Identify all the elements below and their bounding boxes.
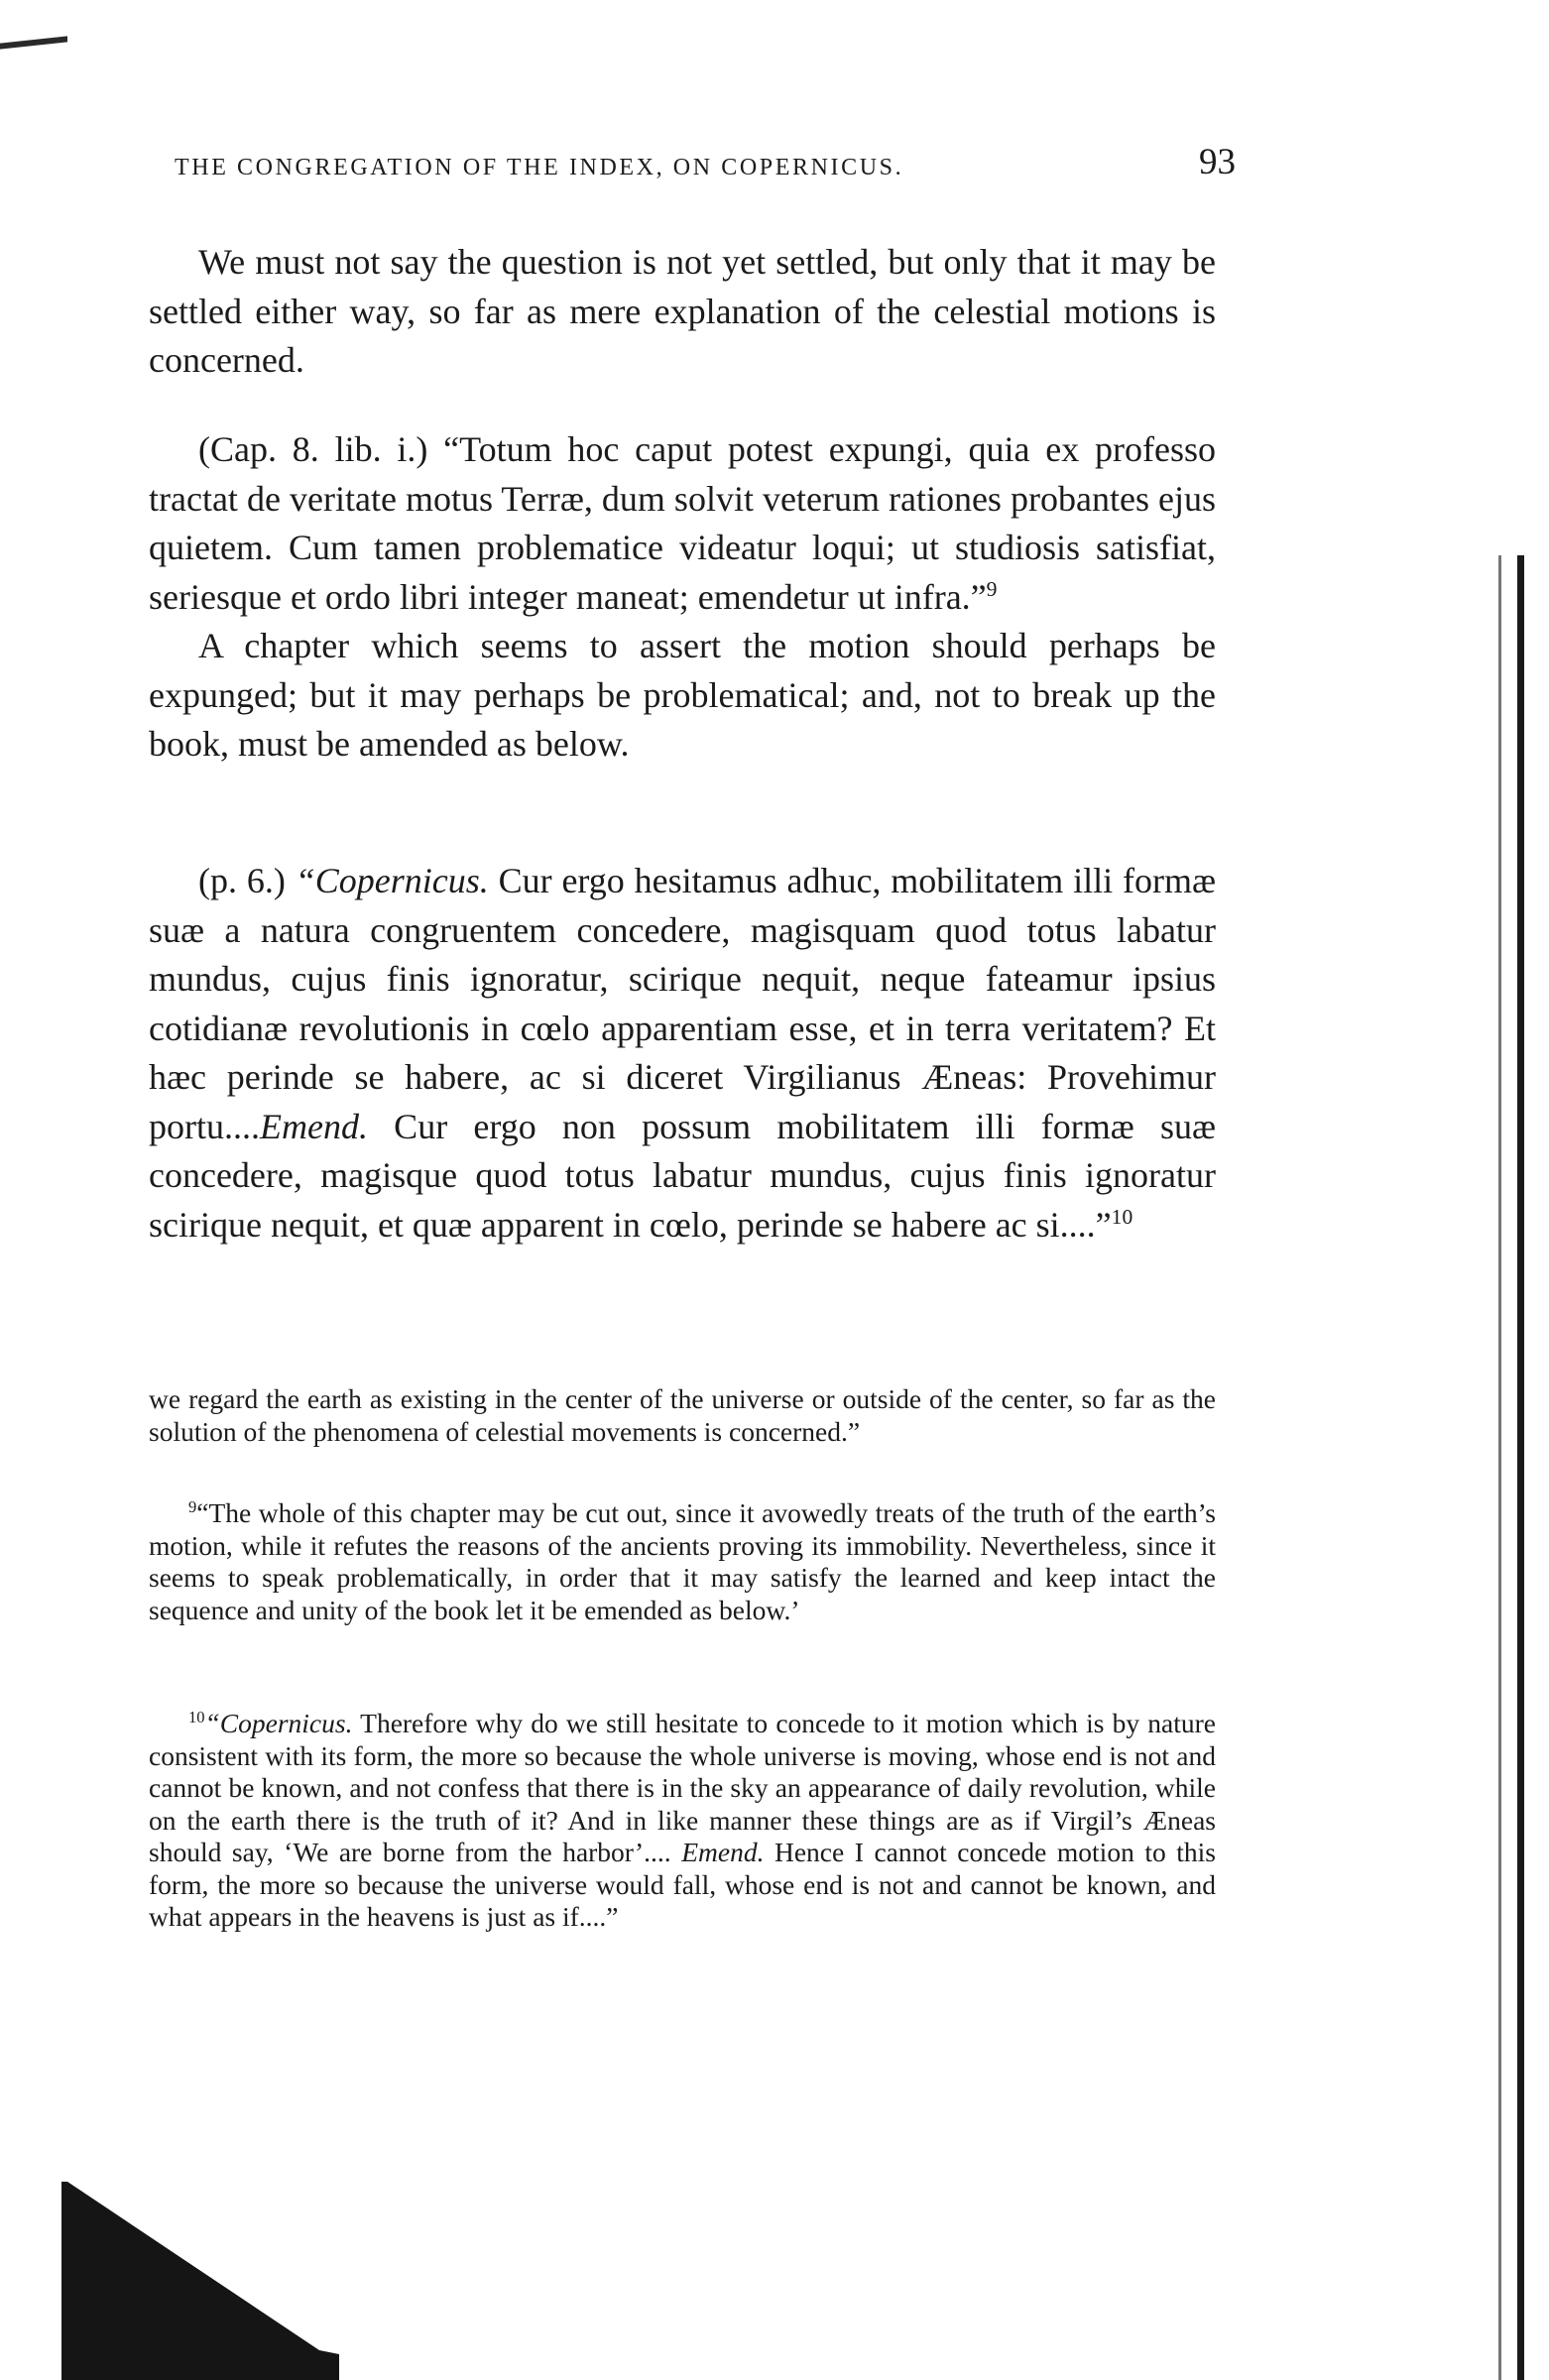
- footnote-10-italic-emend: Emend.: [681, 1837, 765, 1867]
- scan-edge-line: [1498, 555, 1501, 2380]
- footnote-9-para: [149, 1497, 1216, 1626]
- body-text-middle: [149, 425, 1216, 770]
- body-text-bottom: [149, 857, 1216, 1250]
- latin-p6-ref: (p. 6.): [198, 861, 296, 900]
- footnote-10-italic-copernicus: “Copernicus.: [204, 1708, 353, 1738]
- footnote-10-text-a: Therefore why do we still hesitate to concede to it motion which is by nature consistent with its form, the more so because the whole universe is moving, whose end is not and cannot be known, and not confess that there is in the sky an appearance of daily revolution, while on the earth there is the truth of it? And in like manner these things are as if Virgil’s Æneas should say, ‘We are borne from the harbor’....: [149, 1708, 1216, 1867]
- running-head: [175, 141, 1236, 200]
- footnote-ref-9: 9: [986, 576, 998, 601]
- body-text-top: [149, 238, 1216, 386]
- footnote-10-marker: 10: [188, 1707, 205, 1726]
- page-number: 93: [1199, 142, 1236, 182]
- footnote-9-text: “The whole of this chapter may be cut out, since it avowedly treats of the truth of the earth’s motion, while it refutes the reasons of the ancients proving its immobility. Nevertheless, since it seems to speak problematically, in order that it may satisfy the learned and keep intact the sequence and unity of the book let it be emended as below.’: [149, 1497, 1216, 1625]
- running-title: THE CONGREGATION OF THE INDEX, ON COPERNICUS.: [175, 155, 904, 180]
- italic-emend: Emend.: [260, 1106, 368, 1146]
- scan-mark-top: [0, 36, 67, 49]
- paragraph-explanation: We must not say the question is not yet settled, but only that it may be settled either way, so far as mere explanation of the celestial motions is concerned.: [149, 242, 1216, 380]
- scan-shadow-wedge: [61, 2142, 339, 2380]
- footnote-continuation: [149, 1383, 1216, 1448]
- scan-edge-bar: [1517, 555, 1524, 2380]
- latin-cap8-text: (Cap. 8. lib. i.) “Totum hoc caput potest expungi, quia ex professo tractat de veritate motus Terræ, dum solvit veterum rationes probantes ejus quietem. Cum tamen problematice videatur loqui; ut studiosis satisfiat, seriesque et ordo libri integer maneat; emendetur ut infra.”: [149, 429, 1216, 617]
- footnote-9-marker: 9: [188, 1496, 197, 1516]
- latin-p6-emend-text: Cur ergo non possum mobilitatem illi formæ suæ concedere, magisque quod totus labatur mundus, cujus finis ignoratur scirique nequit, et quæ apparent in cœlo, perinde se habere ac si....”: [149, 1106, 1216, 1245]
- paragraph-english-chapter: A chapter which seems to assert the motion should perhaps be expunged; but it may perhaps be problematical; and, not to break up the book, must be amended as below.: [149, 626, 1216, 764]
- footnote-cont-text: we regard the earth as existing in the center of the universe or outside of the center, so far as the solution of the phenomena of celestial movements is concerned.”: [149, 1383, 1216, 1447]
- latin-p6-text: Cur ergo hesitamus adhuc, mobilitatem illi formæ suæ a natura congruentem concedere, magisquam quod totus labatur mundus, cujus finis ignoratur, scirique nequit, neque fateamur ipsius cotidianæ revolutionis in cœlo apparentiam esse, et in terra veritatem? Et hæc perinde se habere, ac si diceret Virgilianus Æneas: Provehimur portu....: [149, 861, 1216, 1146]
- footnote-9: [149, 1497, 1216, 1626]
- paragraph-latin-cap8: [149, 425, 1216, 622]
- footnote-10: [149, 1708, 1216, 1934]
- italic-copernicus: “Copernicus.: [295, 861, 489, 900]
- footnote-10-text-b: Hence I cannot concede motion to this form, the more so because the universe would fall, whose end is not and cannot be known, and what appears in the heavens is just as if....”: [149, 1837, 1217, 1932]
- footnote-ref-10: 10: [1111, 1204, 1133, 1229]
- paragraph-latin-p6: [149, 857, 1216, 1250]
- footnote-10-para: [149, 1708, 1216, 1934]
